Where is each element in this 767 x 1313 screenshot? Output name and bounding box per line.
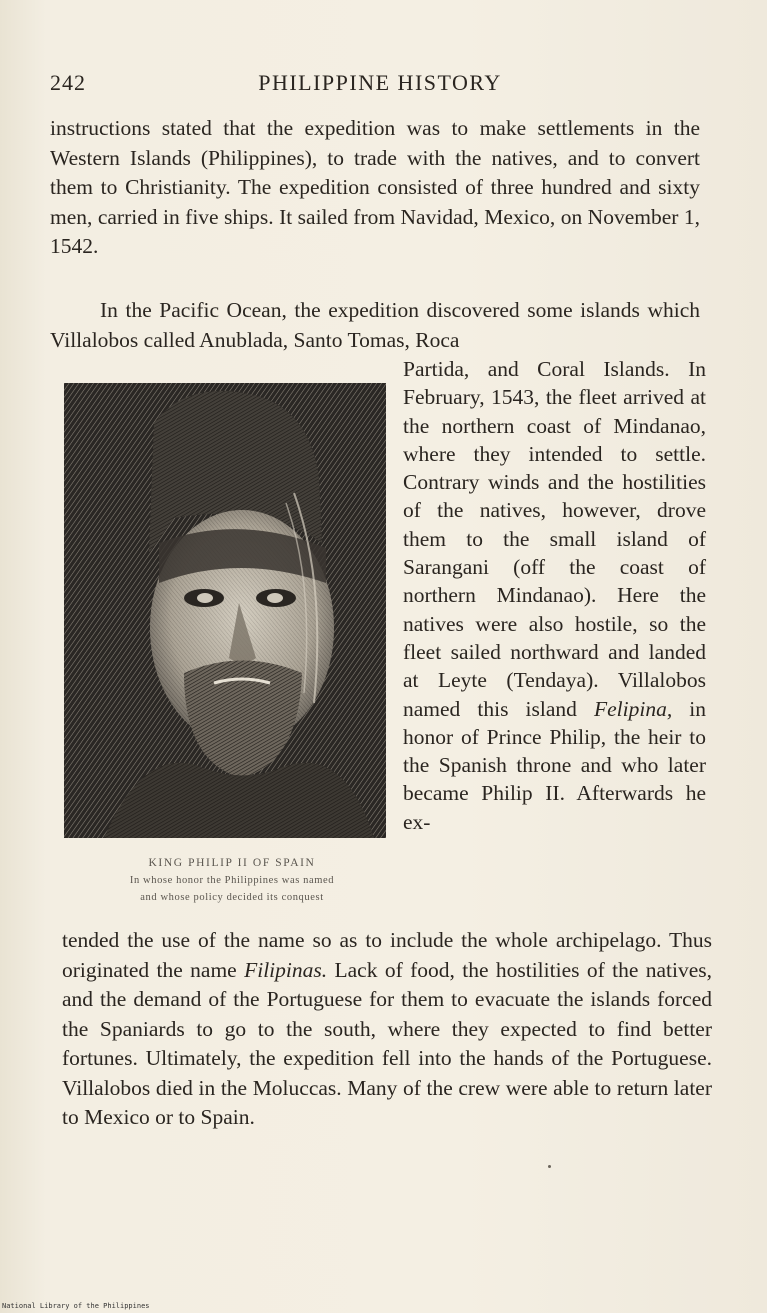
paragraph-2-cont-b: Lack of food, the hostilities of the natives, and the demand of the Portuguese for them to evacuate the islands forced the Spaniards to go to the south, where they expected to find better fortunes. Ultimately, the expedition fell into the hands of the Portuguese. Villalobos died in the Moluccas. Many of the crew were able to return later to Mexico or to Spain. xyxy=(62,957,713,1129)
caption-title: KING PHILIP II OF SPAIN xyxy=(148,857,316,869)
portrait-figure xyxy=(64,383,386,838)
caption-line-1: In whose honor the Philippines was named xyxy=(129,875,335,886)
running-title: PHILIPPINE HISTORY xyxy=(258,70,502,95)
caption-line-2: and whose policy decided its conquest xyxy=(140,892,324,903)
library-attribution: National Library of the Philippines xyxy=(2,1302,150,1310)
paragraph-2-wrap-a: Partida, and Coral Islands. In February, 1543, the fleet arrived at the northern coast of Mindanao, where they intended to settle. Contrary winds and the hostilities of the natives, however, drove them to the small island of Sarangani (off the coast of northern Mindanao). Here the natives were also hostile, so the fleet sailed northward and landed at Leyte (Tendaya). Villalobos named this island xyxy=(403,357,706,721)
paragraph-2-lead: In the Pacific Ocean, the expedition discovered some islands which Villalobos called Anublada, Santo Tomas, Roca xyxy=(50,298,700,352)
filipinas-italic: Filipinas. xyxy=(244,957,328,982)
paragraph-2-wrapped xyxy=(403,355,706,836)
paragraph-1: instructions stated that the expedition was to make settlements in the Western Islands (Philippines), to trade with the natives, and to convert them to Christianity. The expedition consisted of three hundred and sixty men, carried in five ships. It sailed from Navidad, Mexico, on November 1, 1542. xyxy=(50,116,700,258)
king-philip-portrait xyxy=(64,383,386,838)
page-number: 242 xyxy=(50,70,86,95)
paragraph-2-cont-a: tended the use of the name so as to include the whole archipelago. Thus originated the name xyxy=(62,928,712,982)
running-head xyxy=(50,70,710,100)
paragraph-2-wrap-b: in honor of Prince Philip, the heir to the Spanish throne and who later became Philip II. Afterwards he ex- xyxy=(403,696,707,834)
ink-speck xyxy=(548,1165,551,1168)
paragraph-2-continuation xyxy=(62,926,712,1133)
figure-caption xyxy=(52,855,412,906)
felipina-italic: Felipina, xyxy=(593,696,673,721)
